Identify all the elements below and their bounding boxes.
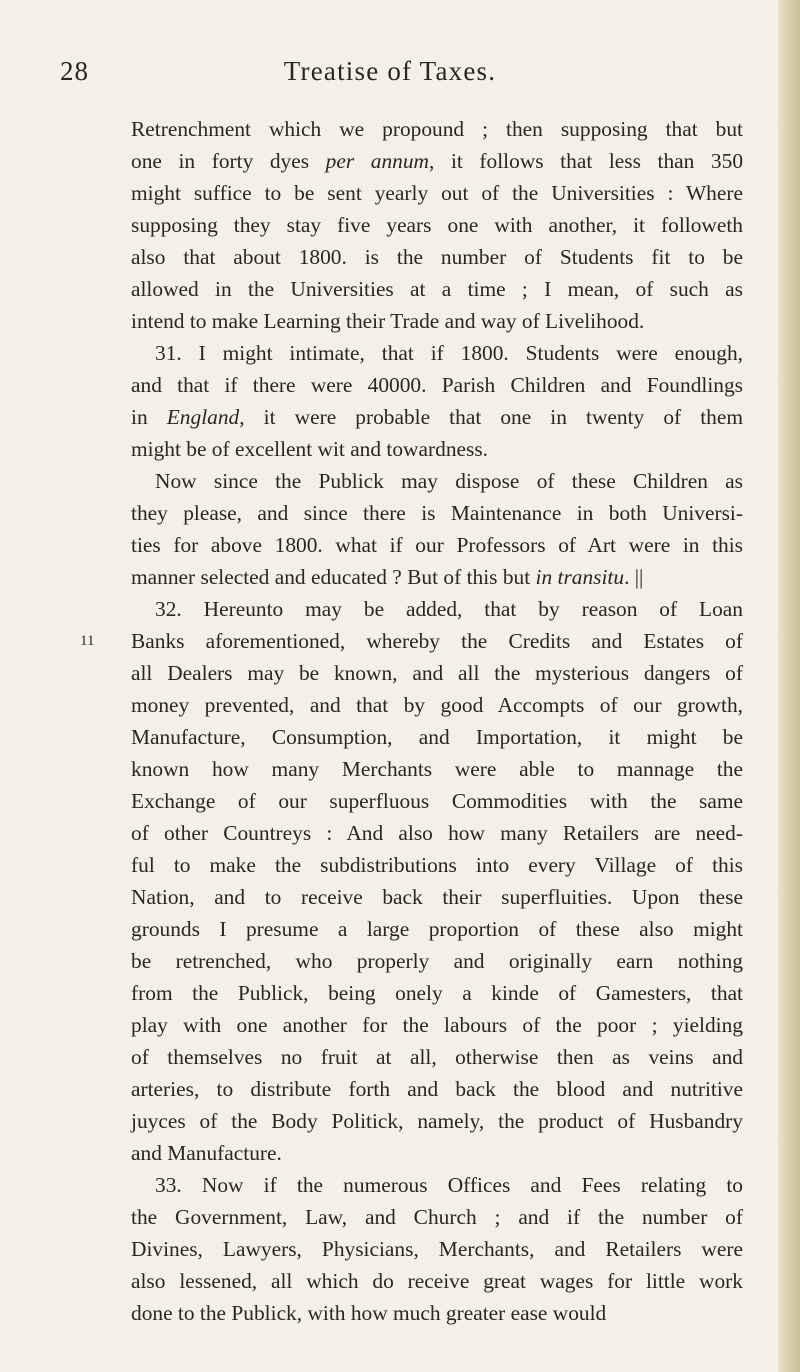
text-line (131, 241, 743, 273)
text-segment: might be of excellent wit and towardness. (131, 437, 489, 461)
italic-phrase: per annum (325, 149, 430, 173)
text-segment: Retrenchment which we propound ; then supposing that but (131, 117, 743, 141)
text-segment: allowed in the Universities at a time ; I mean, of such as (131, 277, 743, 301)
text-segment: done to the Publick, with how much greater ease would (131, 1301, 607, 1325)
text-segment: juyces of the Body Politick, namely, the product of Husbandry (131, 1109, 743, 1133)
page-header (0, 56, 800, 96)
margin-page-reference: 11 (80, 633, 95, 649)
text-line (131, 817, 743, 849)
italic-phrase: in transitu (535, 565, 625, 589)
text-segment: Banks aforementioned, whereby the Credits and Estates of (131, 629, 743, 653)
text-segment: in (131, 405, 167, 429)
text-line (131, 945, 743, 977)
text-line (131, 1169, 743, 1201)
text-line (131, 305, 743, 337)
page-edge (778, 0, 800, 1372)
text-line (131, 721, 743, 753)
text-line (131, 369, 743, 401)
text-line (131, 337, 743, 369)
text-line (131, 465, 743, 497)
text-segment: all Dealers may be known, and all the mysterious dangers of (131, 661, 743, 685)
text-segment: 32. Hereunto may be added, that by reason of Loan (155, 597, 743, 621)
text-segment: Manufacture, Consumption, and Importation, it might be (131, 725, 743, 749)
text-line (131, 529, 743, 561)
text-segment: , it were probable that one in twenty of them (239, 405, 743, 429)
text-segment: also that about 1800. is the number of Students fit to be (131, 245, 743, 269)
text-line (131, 145, 743, 177)
text-line (131, 1265, 743, 1297)
text-segment: ties for above 1800. what if our Professors of Art were in this (131, 533, 743, 557)
text-line (131, 785, 743, 817)
text-segment: known how many Merchants were able to mannage the (131, 757, 743, 781)
text-line (131, 561, 743, 593)
text-line (131, 177, 743, 209)
text-segment: of other Countreys : And also how many Retailers are need- (131, 821, 743, 845)
text-line (131, 1009, 743, 1041)
text-segment: money prevented, and that by good Accompts of our growth, (131, 693, 743, 717)
text-line (131, 1297, 743, 1329)
text-segment: , it follows that less than 350 (429, 149, 744, 173)
italic-phrase: England (166, 405, 240, 429)
text-segment: 31. I might intimate, that if 1800. Students were enough, (155, 341, 743, 365)
text-line (131, 753, 743, 785)
text-line (131, 657, 743, 689)
text-segment: might suffice to be sent yearly out of the Universities : Where (131, 181, 743, 205)
text-line (131, 1233, 743, 1265)
text-line (131, 881, 743, 913)
text-segment: supposing they stay five years one with another, it followeth (131, 213, 743, 237)
text-line (131, 625, 743, 657)
text-segment: manner selected and educated ? But of this but (131, 565, 536, 589)
text-segment: also lessened, all which do receive great wages for little work (131, 1269, 743, 1293)
text-line (131, 1201, 743, 1233)
text-line (131, 113, 743, 145)
text-segment: . || (624, 565, 644, 589)
text-line (131, 913, 743, 945)
text-segment: Nation, and to receive back their superfluities. Upon these (131, 885, 743, 909)
text-line (131, 209, 743, 241)
text-segment: ful to make the subdistributions into every Village of this (131, 853, 743, 877)
page-number: 28 (60, 56, 89, 86)
text-line (131, 273, 743, 305)
text-segment: arteries, to distribute forth and back the blood and nutritive (131, 1077, 743, 1101)
text-line (131, 433, 743, 465)
text-segment: Now since the Publick may dispose of these Children as (155, 469, 743, 493)
text-segment: play with one another for the labours of the poor ; yielding (131, 1013, 743, 1037)
text-line (131, 1073, 743, 1105)
text-segment: one in forty dyes (131, 149, 326, 173)
text-segment: the Government, Law, and Church ; and if the number of (131, 1205, 743, 1229)
text-line (131, 593, 743, 625)
text-segment: and that if there were 40000. Parish Children and Foundlings (131, 373, 743, 397)
text-segment: and Manufacture. (131, 1141, 282, 1165)
text-segment: Exchange of our superfluous Commodities with the same (131, 789, 743, 813)
text-line (131, 401, 743, 433)
text-line (131, 1041, 743, 1073)
text-segment: Divines, Lawyers, Physicians, Merchants, and Retailers were (131, 1237, 743, 1261)
text-line (131, 497, 743, 529)
text-segment: be retrenched, who properly and originally earn nothing (131, 949, 743, 973)
text-line (131, 1105, 743, 1137)
text-line (131, 1137, 743, 1169)
text-line (131, 977, 743, 1009)
text-segment: from the Publick, being onely a kinde of Gamesters, that (131, 981, 743, 1005)
text-line (131, 689, 743, 721)
text-segment: grounds I presume a large proportion of these also might (131, 917, 743, 941)
text-line (131, 849, 743, 881)
body-text (131, 113, 743, 1329)
text-segment: they please, and since there is Maintenance in both Universi- (131, 501, 743, 525)
text-segment: of themselves no fruit at all, otherwise then as veins and (131, 1045, 743, 1069)
running-title: Treatise of Taxes. (283, 56, 497, 86)
text-segment: 33. Now if the numerous Offices and Fees relating to (155, 1173, 743, 1197)
text-segment: intend to make Learning their Trade and way of Livelihood. (131, 309, 645, 333)
